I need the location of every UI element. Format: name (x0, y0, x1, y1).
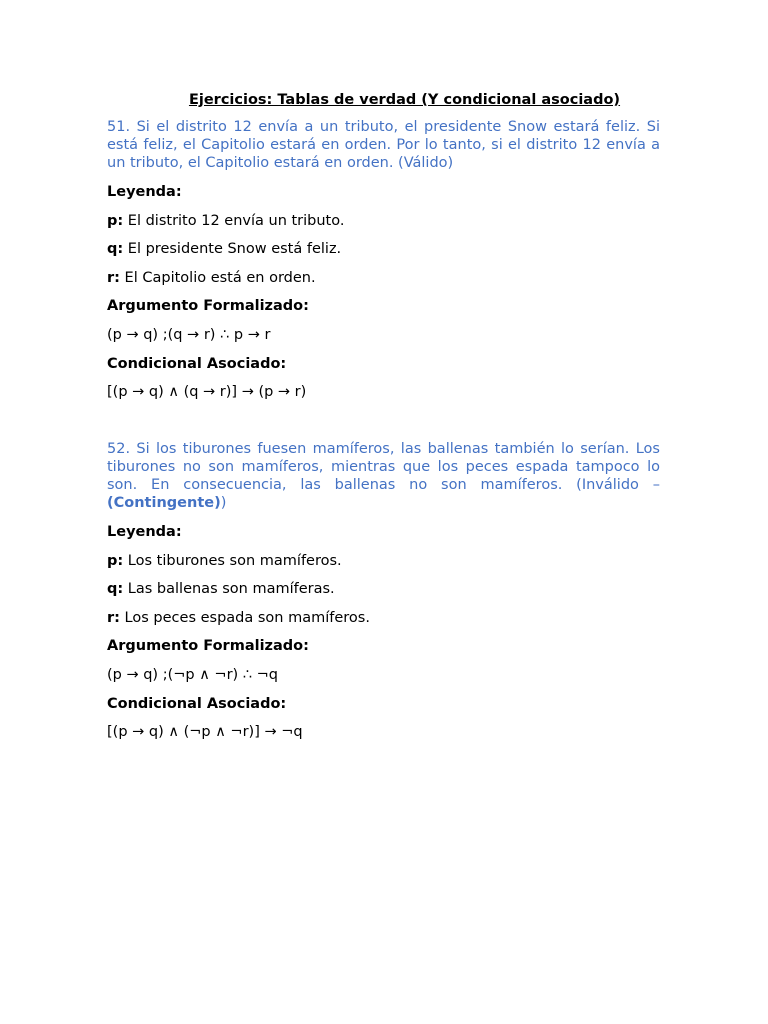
legend-text: Los tiburones son mamíferos. (123, 552, 342, 569)
legend-key: r: (107, 609, 120, 626)
exercise-52-legend-heading: Leyenda: (107, 524, 182, 540)
legend-key: q: (107, 241, 124, 257)
exercise-52-statement-end: ) (220, 495, 227, 511)
exercise-51-legend-r (107, 268, 660, 288)
exercise-52-argument-heading: Argumento Formalizado: (107, 638, 309, 654)
exercise-51-argument-formula: (p → q) ;(q → r) ∴ p → r (107, 326, 271, 343)
exercise-51-argument-heading: Argumento Formalizado: (107, 298, 309, 314)
exercise-52-legend-p (107, 551, 660, 571)
exercise-52-legend-q (107, 579, 660, 599)
exercise-52-statement-main: 52. Si los tiburones fuesen mamíferos, las ballenas también lo serían. Los tiburones no son mamíferos, mientras que los peces espada tampoco lo son. En consecuencia, las ballenas no son mamíferos. (Inválido – (107, 441, 660, 493)
document-title: Ejercicios: Tablas de verdad (Y condicional asociado) (188, 92, 621, 108)
legend-key: r: (107, 269, 120, 286)
exercise-51-conditional-formula: [(p → q) ∧ (q → r)] → (p → r) (107, 384, 307, 400)
exercise-51-conditional-heading: Condicional Asociado: (107, 355, 287, 372)
section-spacer (107, 411, 660, 440)
exercise-52-conditional-heading: Condicional Asociado: (107, 695, 287, 712)
legend-text: El presidente Snow está feliz. (123, 241, 342, 257)
exercise-51-legend-heading: Leyenda: (107, 184, 182, 200)
exercise-52-legend-r (107, 608, 660, 628)
exercise-52-statement-verdict: (Contingente) (107, 495, 221, 511)
exercise-52-statement (107, 440, 660, 512)
legend-text: Las ballenas son mamíferas. (123, 581, 335, 597)
legend-key: p: (107, 212, 124, 229)
exercise-51-statement: 51. Si el distrito 12 envía a un tributo, el presidente Snow estará feliz. Si está feliz, el Capitolio estará en orden. Por lo tanto, si el distrito 12 envía a un tributo, el Capitolio estará en orden. (Válido) (107, 119, 660, 171)
exercise-51-legend-p (107, 211, 660, 231)
legend-key: p: (107, 552, 124, 569)
legend-key: q: (107, 581, 124, 597)
legend-text: El distrito 12 envía un tributo. (123, 212, 345, 229)
legend-text: El Capitolio está en orden. (119, 269, 316, 286)
exercise-52-argument-formula: (p → q) ;(¬p ∧ ¬r) ∴ ¬q (107, 666, 278, 683)
legend-text: Los peces espada son mamíferos. (119, 609, 370, 626)
exercise-52-conditional-formula: [(p → q) ∧ (¬p ∧ ¬r)] → ¬q (107, 724, 303, 740)
exercise-51-legend-q (107, 239, 660, 259)
document-page (107, 90, 660, 751)
